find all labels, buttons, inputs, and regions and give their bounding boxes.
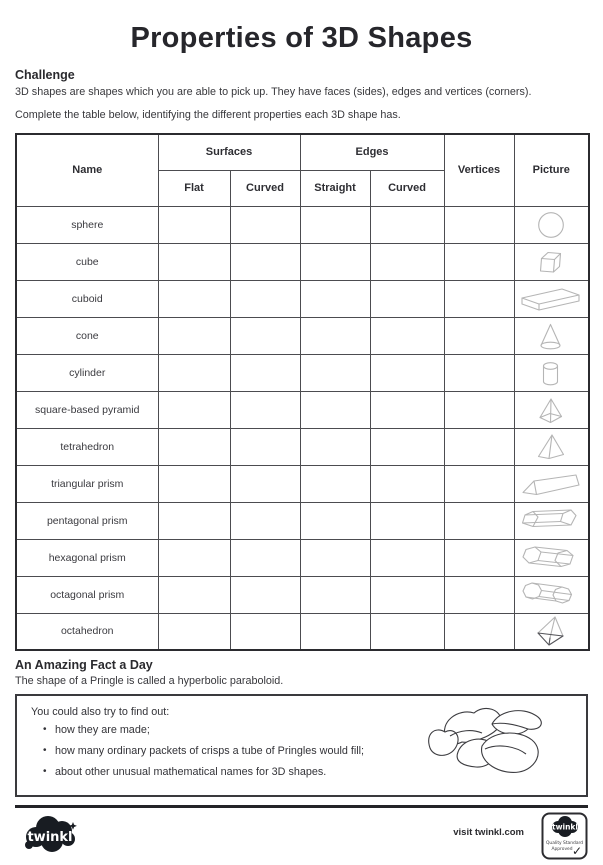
find-out-bullet: • how they are made; — [55, 724, 574, 736]
picture-cell — [514, 502, 589, 539]
answer-flat-surfaces-cell — [158, 280, 230, 317]
badge-line1: Quality Standard — [545, 841, 584, 847]
shape-name-cell: tetrahedron — [16, 428, 158, 465]
table-row — [16, 539, 589, 576]
answer-curved-edges-cell — [370, 613, 444, 650]
picture-cell — [514, 206, 589, 243]
answer-curved-surfaces-cell — [230, 206, 300, 243]
answer-vertices-cell — [444, 354, 514, 391]
answer-curved-edges-cell — [370, 428, 444, 465]
answer-curved-surfaces-cell — [230, 465, 300, 502]
header-name: Name — [16, 134, 158, 206]
table-header — [16, 134, 589, 206]
answer-vertices-cell — [444, 613, 514, 650]
tetrahedron-icon — [515, 429, 589, 465]
shape-name-cell: triangular prism — [16, 465, 158, 502]
twinkl-logo-icon — [21, 814, 83, 861]
header-edges-straight: Straight — [300, 170, 370, 206]
shape-name-cell: sphere — [16, 206, 158, 243]
sphere-icon — [515, 207, 589, 243]
answer-curved-edges-cell — [370, 206, 444, 243]
find-out-bullet: • how many ordinary packets of crisps a tube of Pringles would fill; — [55, 745, 574, 757]
answer-straight-edges-cell — [300, 391, 370, 428]
answer-flat-surfaces-cell — [158, 354, 230, 391]
picture-cell — [514, 243, 589, 280]
answer-curved-surfaces-cell — [230, 428, 300, 465]
answer-flat-surfaces-cell — [158, 539, 230, 576]
picture-cell — [514, 317, 589, 354]
find-out-intro: You could also try to find out: — [31, 706, 170, 719]
footer — [15, 812, 588, 864]
shape-name-cell: hexagonal prism — [16, 539, 158, 576]
answer-vertices-cell — [444, 576, 514, 613]
table-row — [16, 613, 589, 650]
cuboid-icon — [515, 281, 589, 317]
answer-vertices-cell — [444, 280, 514, 317]
answer-flat-surfaces-cell — [158, 206, 230, 243]
challenge-instruction-text: Complete the table below, identifying the different properties each 3D shape has. — [15, 109, 401, 122]
header-surfaces: Surfaces — [158, 134, 300, 170]
visit-link-text[interactable]: visit twinkl.com — [453, 827, 524, 839]
shape-name-cell: cube — [16, 243, 158, 280]
picture-cell — [514, 280, 589, 317]
header-surfaces-flat: Flat — [158, 170, 230, 206]
answer-straight-edges-cell — [300, 354, 370, 391]
cone-icon — [515, 318, 589, 354]
octagonal-prism-icon — [515, 577, 589, 613]
header-edges-curved: Curved — [370, 170, 444, 206]
table-row — [16, 576, 589, 613]
answer-curved-edges-cell — [370, 391, 444, 428]
answer-straight-edges-cell — [300, 539, 370, 576]
twinkl-logo-text: twinkl — [27, 830, 73, 846]
picture-cell — [514, 354, 589, 391]
answer-straight-edges-cell — [300, 502, 370, 539]
pringles-illustration-icon — [422, 700, 560, 793]
answer-straight-edges-cell — [300, 465, 370, 502]
fact-section — [15, 658, 588, 687]
shape-name-cell: cylinder — [16, 354, 158, 391]
answer-straight-edges-cell — [300, 317, 370, 354]
table-row — [16, 391, 589, 428]
answer-curved-surfaces-cell — [230, 613, 300, 650]
answer-flat-surfaces-cell — [158, 317, 230, 354]
fact-heading: An Amazing Fact a Day — [15, 658, 153, 673]
answer-curved-surfaces-cell — [230, 280, 300, 317]
badge-logo-text: twinkl — [552, 822, 578, 832]
answer-curved-edges-cell — [370, 280, 444, 317]
footer-divider — [15, 805, 588, 808]
shape-name-cell: square-based pyramid — [16, 391, 158, 428]
badge-check-icon: ✓ — [571, 844, 583, 859]
answer-flat-surfaces-cell — [158, 576, 230, 613]
table-row — [16, 502, 589, 539]
answer-straight-edges-cell — [300, 576, 370, 613]
answer-vertices-cell — [444, 539, 514, 576]
answer-curved-surfaces-cell — [230, 354, 300, 391]
answer-vertices-cell — [444, 317, 514, 354]
answer-curved-edges-cell — [370, 465, 444, 502]
answer-curved-edges-cell — [370, 354, 444, 391]
picture-cell — [514, 428, 589, 465]
challenge-section — [15, 68, 588, 122]
badge-line2: Approved — [551, 847, 573, 853]
answer-flat-surfaces-cell — [158, 243, 230, 280]
shape-name-cell: cone — [16, 317, 158, 354]
answer-vertices-cell — [444, 465, 514, 502]
answer-vertices-cell — [444, 206, 514, 243]
find-out-bullet: • about other unusual mathematical names for 3D shapes. — [55, 766, 574, 778]
table-row — [16, 317, 589, 354]
picture-cell — [514, 391, 589, 428]
pentagonal-prism-icon — [515, 503, 589, 539]
header-picture: Picture — [514, 134, 589, 206]
properties-table — [15, 133, 590, 651]
table-row — [16, 243, 589, 280]
header-vertices: Vertices — [444, 134, 514, 206]
picture-cell — [514, 539, 589, 576]
hexagonal-prism-icon — [515, 540, 589, 576]
answer-curved-edges-cell — [370, 243, 444, 280]
octahedron-icon — [515, 614, 589, 650]
answer-curved-edges-cell — [370, 576, 444, 613]
answer-curved-surfaces-cell — [230, 502, 300, 539]
find-out-box — [15, 694, 588, 797]
shape-name-cell: cuboid — [16, 280, 158, 317]
picture-cell — [514, 576, 589, 613]
answer-curved-edges-cell — [370, 539, 444, 576]
answer-flat-surfaces-cell — [158, 502, 230, 539]
answer-straight-edges-cell — [300, 613, 370, 650]
answer-flat-surfaces-cell — [158, 391, 230, 428]
answer-curved-surfaces-cell — [230, 539, 300, 576]
quality-standard-badge-icon — [541, 812, 588, 865]
header-surfaces-curved: Curved — [230, 170, 300, 206]
challenge-intro-text: 3D shapes are shapes which you are able to pick up. They have faces (sides), edges and vertices (corners). — [15, 86, 532, 98]
answer-curved-edges-cell — [370, 317, 444, 354]
answer-curved-surfaces-cell — [230, 317, 300, 354]
answer-vertices-cell — [444, 391, 514, 428]
header-edges: Edges — [300, 134, 444, 170]
answer-curved-surfaces-cell — [230, 243, 300, 280]
fact-text: The shape of a Pringle is called a hyperbolic paraboloid. — [15, 675, 284, 688]
answer-curved-surfaces-cell — [230, 391, 300, 428]
answer-flat-surfaces-cell — [158, 613, 230, 650]
square-based-pyramid-icon — [515, 392, 589, 428]
page-title: Properties of 3D Shapes — [130, 22, 473, 54]
shape-name-cell: octahedron — [16, 613, 158, 650]
triangular-prism-icon — [515, 466, 589, 502]
table-row — [16, 354, 589, 391]
answer-straight-edges-cell — [300, 206, 370, 243]
cylinder-icon — [515, 355, 589, 391]
picture-cell — [514, 465, 589, 502]
answer-curved-surfaces-cell — [230, 576, 300, 613]
answer-straight-edges-cell — [300, 428, 370, 465]
table-row — [16, 465, 589, 502]
answer-flat-surfaces-cell — [158, 428, 230, 465]
answer-straight-edges-cell — [300, 280, 370, 317]
cube-icon — [515, 244, 589, 280]
picture-cell — [514, 613, 589, 650]
answer-vertices-cell — [444, 428, 514, 465]
shape-name-cell: pentagonal prism — [16, 502, 158, 539]
answer-curved-edges-cell — [370, 502, 444, 539]
answer-straight-edges-cell — [300, 243, 370, 280]
answer-vertices-cell — [444, 502, 514, 539]
table-row — [16, 280, 589, 317]
answer-flat-surfaces-cell — [158, 465, 230, 502]
table-body — [16, 206, 589, 650]
table-row — [16, 428, 589, 465]
shape-name-cell: octagonal prism — [16, 576, 158, 613]
table-row — [16, 206, 589, 243]
answer-vertices-cell — [444, 243, 514, 280]
challenge-heading: Challenge — [15, 68, 75, 82]
